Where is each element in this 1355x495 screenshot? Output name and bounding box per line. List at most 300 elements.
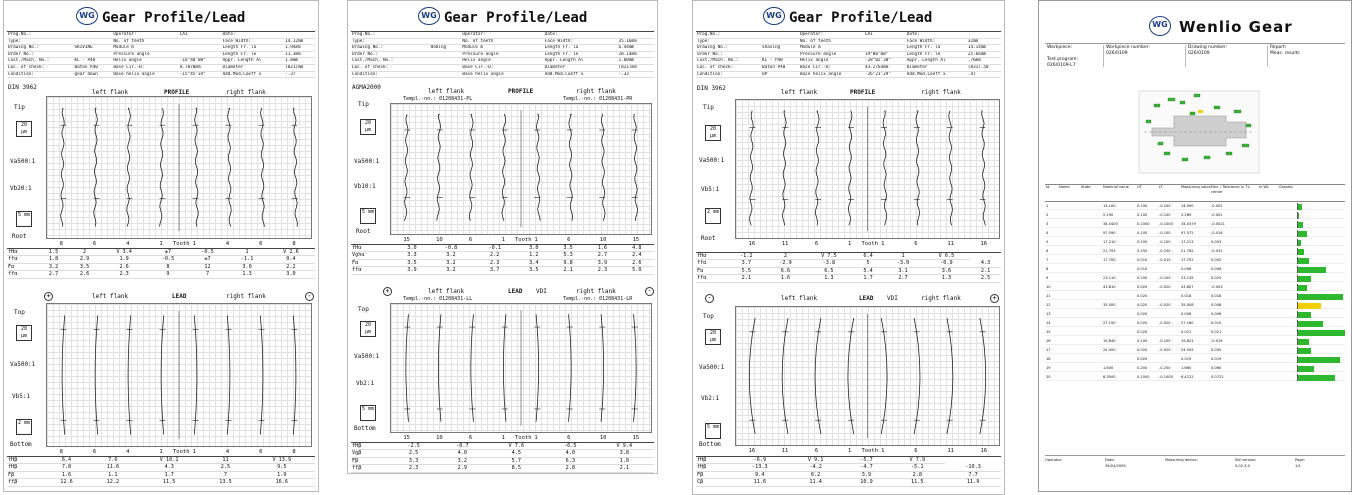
table-row [696, 51, 1001, 58]
table-row [7, 249, 315, 256]
table-cell: 2 [1046, 213, 1049, 217]
table-cell [74, 51, 113, 58]
table-cell: 1.6 [43, 471, 89, 478]
bottom-label: Bottom [354, 425, 376, 432]
table-row [696, 267, 1001, 274]
lead-trace [469, 314, 475, 422]
footer-label: Page: [1295, 458, 1305, 462]
table-cell: (831).58 [967, 64, 1001, 71]
report-title: Gear Profile/Lead [444, 10, 588, 26]
tooth-number: 1 [501, 435, 505, 441]
table-cell: -0.003 [1211, 285, 1223, 289]
lead-results [696, 456, 1001, 487]
deviation-bar [1297, 348, 1311, 354]
tooth-number: 4 [225, 241, 230, 247]
table-cell: 15 [1046, 330, 1051, 334]
table-cell: 11.9 [945, 479, 1001, 486]
profile-trace [881, 111, 887, 225]
table-cell: 0.006 [1181, 312, 1192, 316]
report-header-fields [1045, 43, 1345, 69]
table-cell: No. of teeth [112, 38, 179, 45]
bottom-label: Bottom [699, 441, 721, 448]
tooth-number: 10 [436, 435, 443, 441]
table-cell: Date: [906, 32, 967, 38]
table-cell: -0.100 [1159, 339, 1171, 343]
deviation-bar [1297, 366, 1314, 372]
profile-trace [127, 108, 133, 226]
table-cell: 3.2 [438, 457, 487, 464]
table-cell: 0.003 [1211, 240, 1222, 244]
profile-trace [159, 108, 165, 226]
table-row [7, 64, 315, 71]
table-row [7, 71, 315, 78]
table-cell: .76mm [967, 58, 1001, 65]
magnify-box: 20 μm [360, 321, 376, 337]
table-cell: -.37 [284, 71, 315, 78]
column-header: Measuring value [1181, 185, 1211, 189]
lead-traces [736, 307, 999, 445]
table-cell: Type: [351, 38, 430, 45]
tooth-label: Tooth [173, 241, 190, 247]
workpiece-number-value: 026/0109 [1106, 51, 1128, 56]
lead-trace [782, 318, 788, 434]
left-flank-label: left flank [781, 89, 818, 96]
table-cell: Diameter [544, 64, 618, 71]
table-cell: -2.5 [389, 443, 438, 450]
lead-trace [226, 315, 232, 434]
table-cell: ±7 [148, 249, 188, 256]
table-cell: 14.14mm [967, 45, 1001, 52]
magnify-box: 20 μm [705, 329, 721, 345]
table-row [696, 275, 1001, 282]
table-cell: 2.5 [389, 450, 438, 457]
table-cell: 9.5 [249, 464, 315, 471]
lead-trace [160, 315, 166, 434]
table-cell: Loc. of check: [696, 64, 761, 71]
tooth-number: 16 [748, 448, 756, 454]
table-cell: fHα [7, 249, 38, 256]
table-cell: Appr. Length Al [544, 58, 618, 65]
table-cell: -0.100 [1159, 240, 1171, 244]
table-cell: 3.0 [395, 245, 429, 252]
profile-trace [567, 114, 573, 220]
table-cell: -0.020 [1159, 285, 1171, 289]
tooth-number: 15 [632, 435, 640, 441]
profile-trace [749, 111, 755, 225]
column-header: Id. [1046, 185, 1051, 189]
table-cell: 2.2 [267, 263, 315, 270]
table-cell: 3.0 [227, 263, 267, 270]
lead-results [351, 442, 654, 473]
table-cell: 1 [883, 253, 922, 260]
table-cell: 3.2 [429, 259, 473, 266]
table-cell: 13.5 [202, 479, 248, 486]
column-header: UT [1137, 185, 1142, 189]
table-cell: 6.3 [546, 457, 595, 464]
table-row [351, 45, 654, 52]
table-cell: 1.94mm [284, 45, 315, 52]
table-cell: 0.021 [1211, 330, 1222, 334]
profile-label: PROFILE [508, 88, 534, 95]
tooth-number: 8 [292, 241, 296, 247]
profile-trace [502, 114, 508, 220]
table-cell: Pressure angle [461, 51, 540, 58]
table-cell: 7 [188, 271, 228, 278]
table-row [1045, 266, 1345, 273]
table-row [696, 64, 1001, 71]
table-cell: Type: [7, 38, 74, 45]
plus-icon: + [44, 292, 53, 301]
table-cell: 14.090 [1181, 204, 1194, 208]
left-flank-label: left flank [428, 88, 465, 95]
table-row [1045, 203, 1345, 210]
table-cell: Fβ [7, 471, 43, 478]
table-cell: fHβ [7, 464, 43, 471]
table-row [1045, 302, 1345, 309]
footer-label: Measuring device: [1165, 458, 1198, 462]
table-cell: 7.6 [90, 457, 136, 464]
table-cell: 1.00mm [618, 58, 654, 65]
tooth-number: 1 [159, 449, 163, 455]
magnify-box: 20 μm [705, 125, 721, 141]
tooth-number: 1 [501, 237, 505, 243]
tolerance-marker [1297, 347, 1298, 354]
tooth-number: 6 [814, 448, 819, 454]
table-cell: 0.019 [1211, 357, 1222, 361]
tooth-number: 15 [632, 237, 640, 243]
mm-box: 5 mm [360, 405, 376, 421]
table-row [696, 471, 1001, 478]
din-label: AGMA2000 [352, 84, 381, 91]
table-cell: Cust./Mach. No.: [7, 58, 74, 65]
table-row [696, 457, 1001, 464]
table-cell: Module m [799, 45, 864, 52]
tooth-number: 10 [599, 237, 607, 243]
table-cell: -4.2 [788, 464, 844, 471]
tooth-number: 6 [259, 449, 263, 455]
table-cell: 4.3 [136, 464, 202, 471]
table-cell: 5.7 [487, 457, 546, 464]
table-cell: -0.7 [438, 443, 487, 450]
table-cell: SKIVING [74, 45, 113, 52]
table-cell: 3.9 [395, 267, 429, 274]
table-cell: -0.200 [1159, 366, 1171, 370]
table-cell: -0.1 [473, 245, 517, 252]
table-cell: LAI [864, 32, 906, 38]
din-label: DIN 3962 [697, 85, 726, 92]
tolerance-marker [1297, 365, 1298, 372]
lead-trace [127, 315, 133, 434]
table-cell: -0.8 [429, 245, 473, 252]
table-cell: Pressure angle [799, 51, 864, 58]
table-cell: 3.0 [267, 271, 315, 278]
table-cell: 11.6 [732, 479, 788, 486]
table-cell: KL - P40 [74, 58, 113, 65]
tolerance-marker [1297, 284, 1298, 291]
table-cell: Loc. of check: [7, 64, 74, 71]
table-cell: ffα [696, 275, 727, 282]
tooth-label: Tooth [861, 448, 879, 454]
tooth-number: 1 [192, 241, 196, 247]
table-cell: -26°23'29" [864, 71, 906, 78]
table-cell: KL - P40 [761, 58, 799, 65]
table-row [7, 271, 315, 278]
table-cell: 0.006 [1211, 267, 1222, 271]
tolerance-marker [1297, 203, 1298, 210]
table-cell [430, 51, 462, 58]
table-cell: Type: [696, 38, 761, 45]
deviation-bar [1297, 375, 1335, 381]
table-cell: 0.018 [1181, 294, 1192, 298]
table-cell: -13.3 [732, 464, 788, 471]
tooth-number: 1 [847, 241, 852, 247]
table-cell: 14 [1046, 321, 1051, 325]
table-cell: 3.1 [883, 267, 922, 274]
table-cell: -0.019 [1211, 339, 1223, 343]
table-row [351, 457, 654, 464]
table-cell: 2.4 [620, 252, 654, 259]
table-row [351, 267, 654, 274]
table-cell: 1.7 [136, 471, 202, 478]
profile-traces [391, 104, 651, 234]
left-flank-label: left flank [428, 288, 465, 295]
template-left: Templ.-no.: 01208431-LL [403, 296, 473, 302]
footer-field [1295, 457, 1305, 469]
table-cell: 1.5 [38, 249, 69, 256]
table-cell: -0.5 [188, 249, 228, 256]
table-cell: 8.7870mm [179, 64, 222, 71]
table-cell: 0.021 [1181, 330, 1192, 334]
table-cell: 5 [853, 260, 884, 267]
lead-trace [914, 318, 920, 434]
table-row [7, 479, 315, 486]
table-cell: 19 [1046, 366, 1051, 370]
profile-trace [404, 114, 410, 220]
tooth-number: 1 [534, 435, 538, 441]
table-cell: 0.200 [1137, 366, 1148, 370]
tooth-number: 11 [781, 241, 789, 247]
table-cell: 3.7 [473, 267, 517, 274]
table-cell: 2.7 [585, 252, 619, 259]
profile-results [351, 244, 654, 275]
table-cell [761, 51, 799, 58]
tooth-label: Tooth [515, 237, 532, 243]
magnify-box: 20 μm [16, 121, 32, 137]
table-cell: 9 [1046, 276, 1049, 280]
lead-trace [881, 318, 887, 434]
workpiece-label: Workpiece: [1047, 45, 1073, 50]
table-cell: 6.2 [788, 471, 844, 478]
mm-box: 5 mm [705, 423, 721, 439]
table-cell: -.33 [618, 71, 654, 78]
table-cell: Prog.No.: [696, 32, 761, 38]
table-row [1045, 239, 1345, 246]
table-row [7, 38, 315, 45]
table-cell: -0.1000 [1159, 222, 1173, 226]
footer-label: Operator: [1045, 458, 1063, 462]
table-cell: 25.66mm [967, 51, 1001, 58]
tooth-number: 6 [468, 435, 473, 441]
table-cell: Operator: [112, 32, 179, 38]
table-cell: -1.2 [727, 253, 766, 260]
table-cell: -5.1 [889, 464, 945, 471]
table-cell: Fβ [351, 457, 389, 464]
table-cell: 10.9 [844, 479, 890, 486]
lead-plot [46, 303, 312, 447]
measurement-table [1045, 184, 1345, 384]
table-cell: 0.020 [1137, 294, 1148, 298]
column-header: Name [1059, 185, 1070, 189]
column-header: State [1081, 185, 1091, 189]
table-cell: 4.3 [970, 260, 1001, 267]
table-cell: Helix angle [112, 58, 179, 65]
profile-trace [782, 111, 788, 225]
table-cell: 2.6 [100, 263, 148, 270]
tip-label: Tip [358, 101, 369, 108]
profile-trace [599, 114, 605, 220]
report-hobing [347, 0, 658, 474]
table-cell: -3.0 [883, 260, 922, 267]
table-cell: 16.6 [249, 479, 315, 486]
table-cell: 2.3 [473, 259, 517, 266]
company-title: Wenlio Gear [1179, 18, 1293, 36]
table-cell: 2.7 [38, 271, 69, 278]
tooth-number: 16 [748, 241, 756, 247]
table-row [1045, 284, 1345, 291]
tooth-number: 6 [468, 237, 473, 243]
table-cell: 19.840 [1103, 339, 1116, 343]
table-cell: 2.3 [389, 465, 438, 472]
profile-trace [226, 108, 232, 226]
table-cell: 5.0 [620, 267, 654, 274]
minus-icon: - [305, 292, 314, 301]
table-cell: 7 [202, 471, 248, 478]
table-cell: Face Width: [906, 38, 967, 45]
table-cell: 1.9 [100, 256, 148, 263]
table-cell [179, 45, 222, 52]
table-cell: (821)mm [284, 64, 315, 71]
lead-trace [848, 318, 854, 434]
tooth-number: 6 [259, 241, 263, 247]
table-cell: .47 [967, 71, 1001, 78]
vb-scale: Vb20:1 [10, 185, 32, 192]
table-cell: 11 [202, 457, 248, 464]
table-cell: 97.572 [1181, 231, 1194, 235]
table-cell: 0.1000 [1137, 375, 1150, 379]
table-cell: 0.100 [1137, 339, 1148, 343]
table-cell: 6.6 [766, 267, 805, 274]
table-cell: Loc. of check: [351, 64, 430, 71]
table-row [351, 71, 654, 78]
table-cell: 3.9 [844, 471, 890, 478]
report-shaving [692, 0, 1005, 495]
footer-value: 1/1 [1295, 464, 1301, 468]
table-cell: Module m [112, 45, 179, 52]
footer-label: Date: [1105, 458, 1115, 462]
table-cell: -4.7 [844, 464, 890, 471]
table-cell: 0.010 [1137, 258, 1148, 262]
table-cell: 4.8 [620, 245, 654, 252]
table-cell: 7 [1046, 258, 1049, 262]
table-cell: Base Cir.-D: [461, 64, 540, 71]
table-cell: V 7.6 [487, 443, 546, 450]
bottom-label: Bottom [10, 441, 32, 448]
table-cell: 2.3 [585, 267, 619, 274]
profile-trace [815, 111, 821, 225]
table-cell [430, 58, 462, 65]
table-cell: 9.8 [551, 259, 585, 266]
tooth-number: 8 [59, 449, 63, 455]
right-flank-label: right flank [921, 295, 961, 302]
tooth-number: 1 [847, 448, 852, 454]
table-cell: V 9.1 [788, 457, 844, 464]
deviation-bar [1297, 357, 1340, 363]
table-cell: 35.008 [1181, 303, 1194, 307]
profile-trace [632, 114, 638, 220]
table-cell: 9.4 [732, 471, 788, 478]
table-cell: -15°45'34" [179, 71, 222, 78]
part-drawing [1134, 86, 1264, 178]
report-header [4, 1, 318, 29]
table-row [1045, 230, 1345, 237]
table-cell: fHβ [7, 457, 43, 464]
table-cell: 8 [148, 263, 188, 270]
table-cell: Order No.: [696, 51, 761, 58]
plus-icon: + [383, 287, 392, 296]
table-cell: ±7 [188, 256, 228, 263]
table-cell: 24.505 [1181, 348, 1194, 352]
info-table [351, 31, 654, 78]
tooth-number: 10 [436, 237, 443, 243]
deviation-bar [1297, 285, 1307, 291]
table-cell: 4.5 [487, 450, 546, 457]
profile-trace [469, 114, 475, 220]
report-skiving [3, 0, 319, 492]
tooth-number: 6 [567, 435, 571, 441]
table-cell: 6.3500 [1103, 375, 1116, 379]
table-cell: Appr. Length Al [906, 58, 967, 65]
table-cell: 43.810 [1103, 285, 1116, 289]
table-cell: 0.020 [1137, 348, 1148, 352]
table-cell: 3.5 [517, 267, 551, 274]
info-table [7, 31, 315, 78]
table-cell: V 6.5 [923, 253, 971, 260]
table-cell: -0.020 [1159, 321, 1171, 325]
table-cell: Length Fr. la [544, 45, 618, 52]
table-cell: 3.3 [389, 457, 438, 464]
table-cell: 17.702 [1181, 258, 1194, 262]
table-cell: 2.9 [69, 256, 100, 263]
profile-trace [914, 111, 920, 225]
table-row [7, 457, 315, 464]
table-cell: 4.0 [438, 450, 487, 457]
table-header [1045, 185, 1345, 202]
va-scale: Va500:1 [354, 158, 380, 165]
table-cell: 28.14mm [618, 51, 654, 58]
table-cell: 3.2 [429, 252, 473, 259]
tooth-label: Tooth [515, 435, 532, 441]
table-cell: Shaving [761, 45, 799, 52]
table-cell: ffα [7, 271, 38, 278]
mm-box: 5 mm [360, 208, 376, 224]
table-cell: Cust./Mach. No.: [351, 58, 430, 65]
lead-trace [947, 318, 953, 434]
table-cell [179, 51, 222, 58]
table-cell: 0.0722 [1211, 375, 1224, 379]
table-cell: Fα [351, 259, 395, 266]
column-header: Dev. / Tolerance center [1211, 185, 1240, 194]
table-cell: 27.150 [1103, 321, 1116, 325]
